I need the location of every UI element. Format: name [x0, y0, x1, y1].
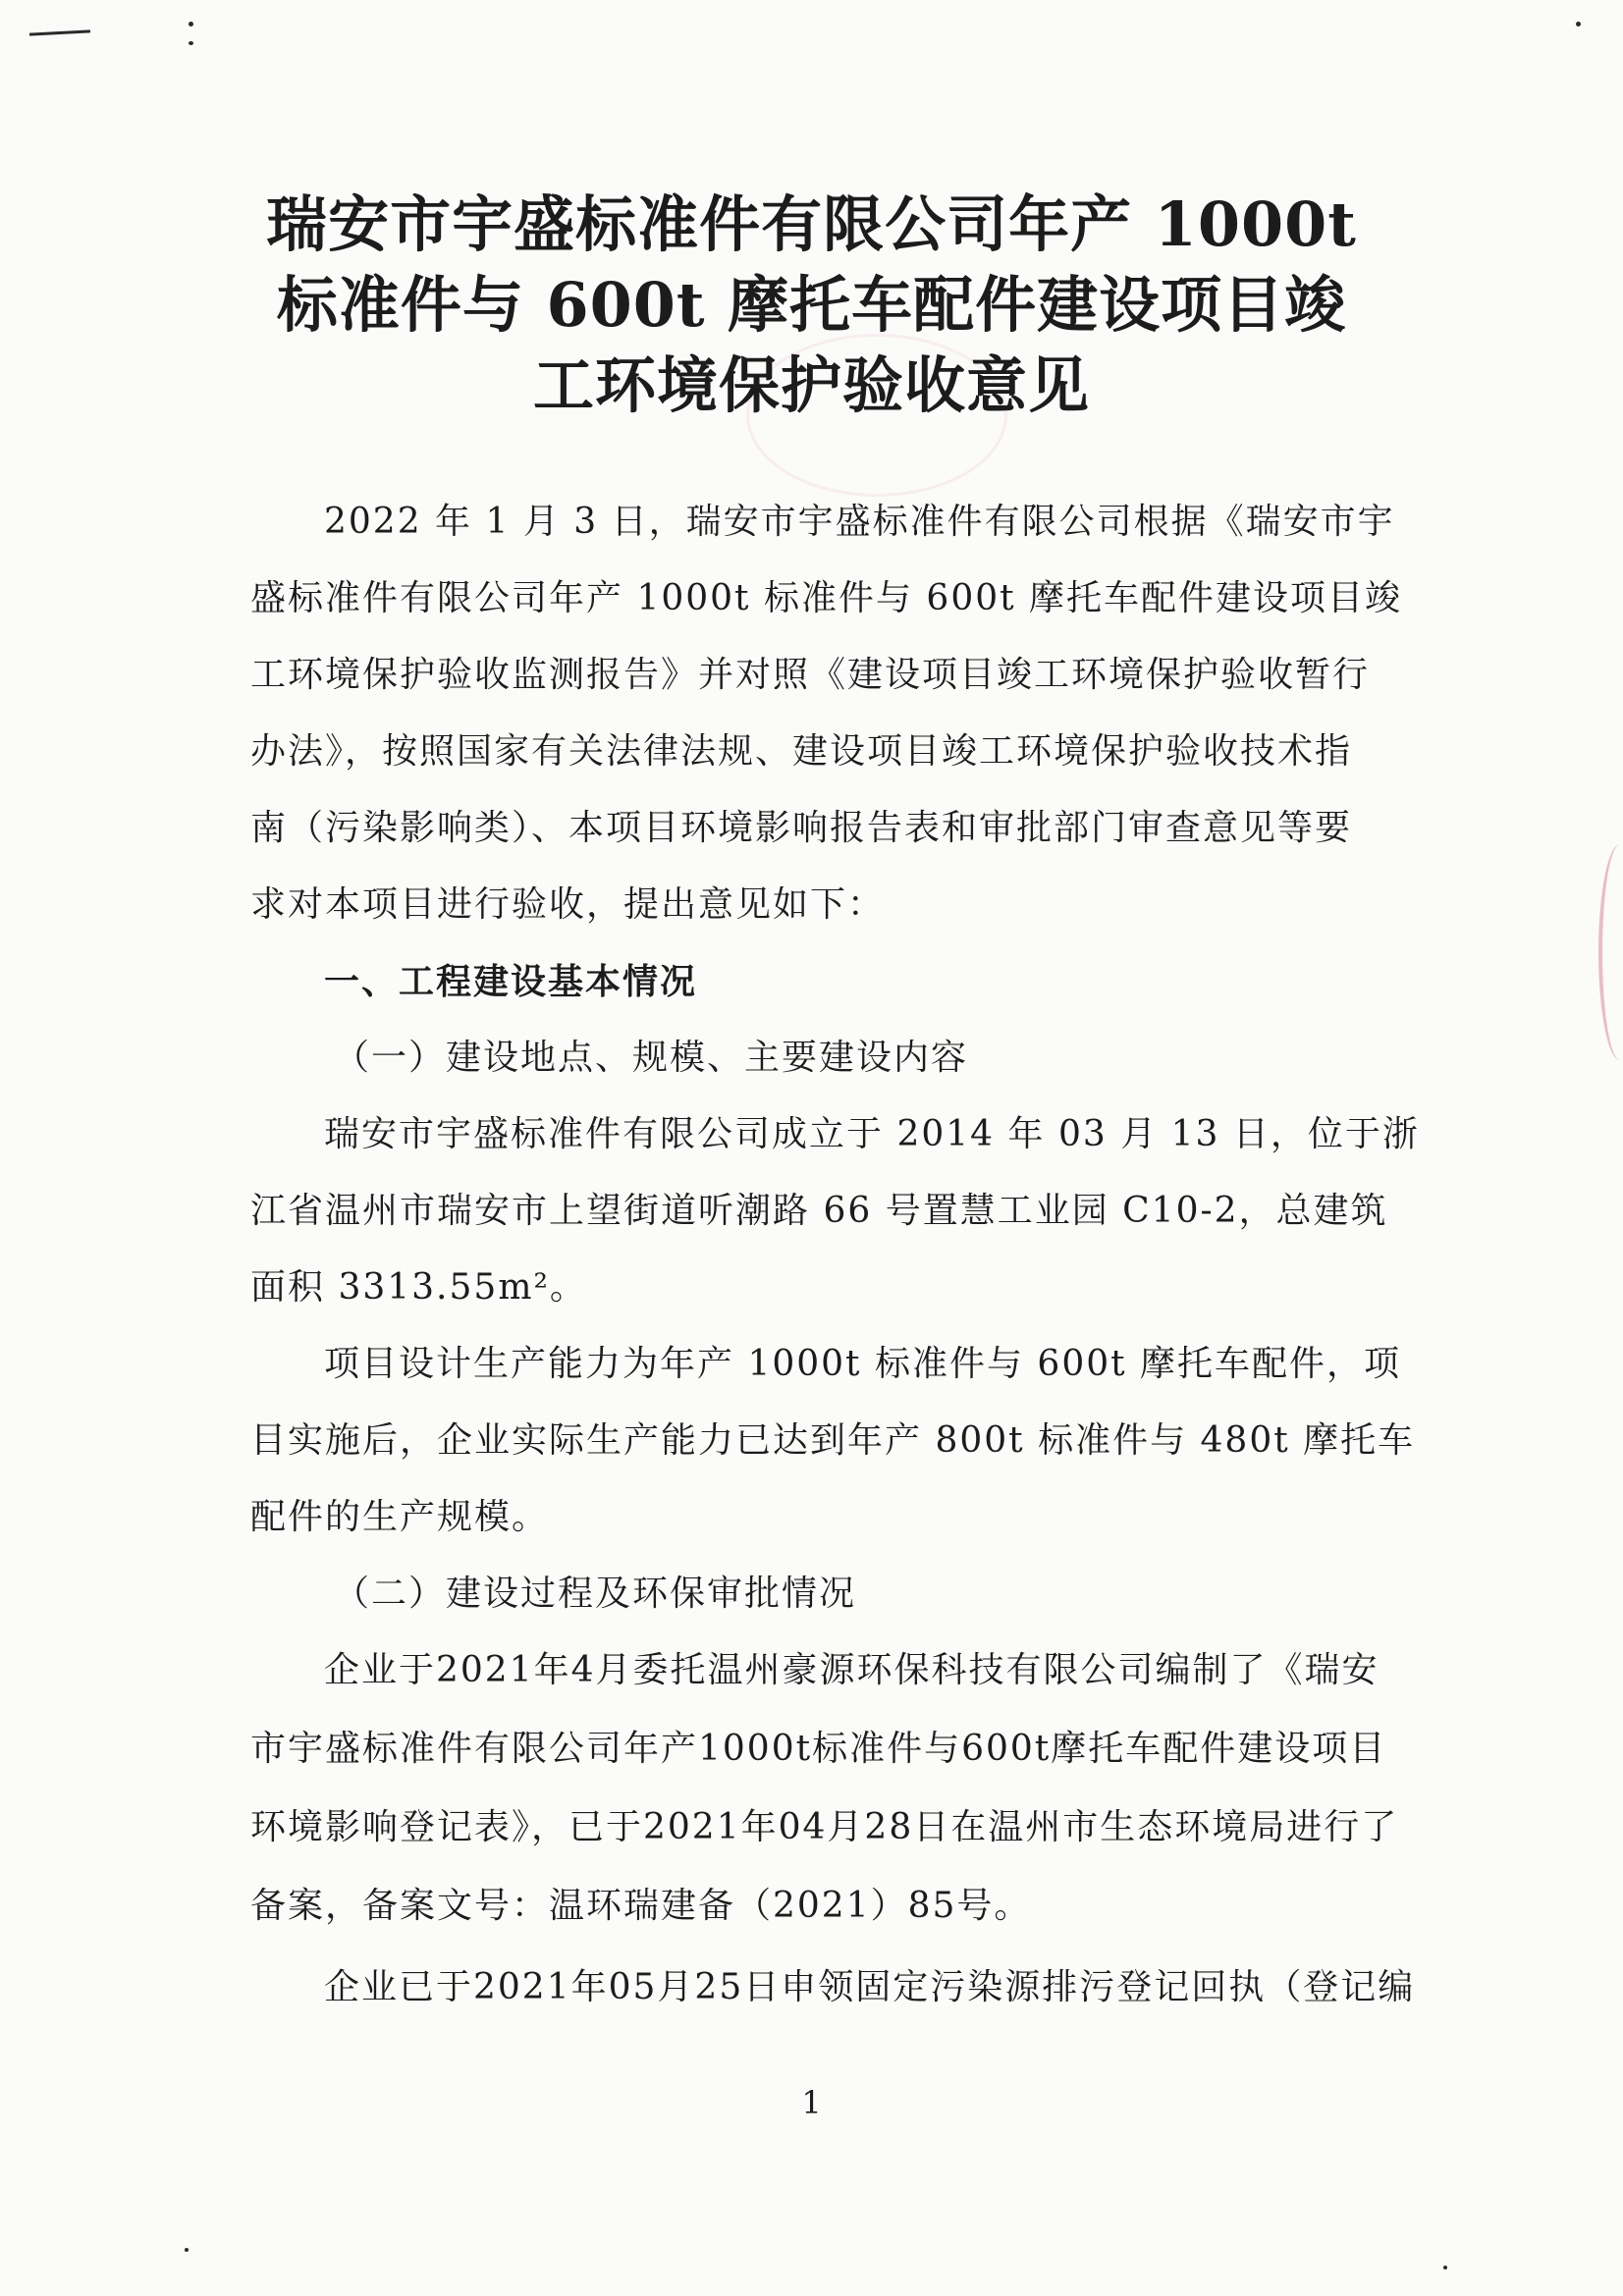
- scan-mark-top-left: [29, 29, 90, 35]
- intro-line: 盛标准件有限公司年产 1000t 标准件与 600t 摩托车配件建设项目竣: [250, 578, 1403, 618]
- edge-seal-stamp: [1598, 844, 1623, 1060]
- page-number: 1: [801, 2084, 822, 2121]
- paragraph-line: 企业已于2021年05月25日申领固定污染源排污登记回执（登记编: [324, 1967, 1416, 2007]
- paragraph-line: 环境影响登记表》，已于2021年04月28日在温州市生态环境局进行了: [250, 1807, 1399, 1847]
- subsection-heading: （二）建设过程及环保审批情况: [334, 1574, 857, 1614]
- paragraph-line: 瑞安市宇盛标准件有限公司成立于 2014 年 03 月 13 日，位于浙: [324, 1114, 1420, 1154]
- paragraph-line: 面积 3313.55m²。: [250, 1267, 587, 1308]
- scan-dot: [1576, 22, 1581, 27]
- paragraph-line: 备案，备案文号：温环瑞建备（2021）85号。: [250, 1886, 1032, 1926]
- intro-line: 南（污染影响类）、本项目环境影响报告表和审批部门审查意见等要: [250, 808, 1353, 848]
- paragraph-line: 配件的生产规模。: [250, 1497, 550, 1537]
- title-line: 标准件与 600t 摩托车配件建设项目竣: [276, 269, 1347, 341]
- title-line: 瑞安市宇盛标准件有限公司年产 1000t: [266, 188, 1357, 260]
- intro-line: 工环境保护验收监测报告》并对照《建设项目竣工环境保护验收暂行: [250, 655, 1371, 695]
- paragraph-line: 江省温州市瑞安市上望街道听潮路 66 号置慧工业园 C10-2，总建筑: [250, 1191, 1388, 1231]
- intro-line: 求对本项目进行验收，提出意见如下：: [250, 884, 886, 925]
- scan-dot: [185, 2248, 189, 2252]
- paragraph-line: 目实施后，企业实际生产能力已达到年产 800t 标准件与 480t 摩托车: [250, 1420, 1416, 1461]
- intro-line: 办法》，按照国家有关法律法规、建设项目竣工环境保护验收技术指: [250, 731, 1353, 772]
- section-heading: 一、工程建设基本情况: [324, 961, 698, 1002]
- paragraph-line: 市宇盛标准件有限公司年产1000t标准件与600t摩托车配件建设项目: [250, 1729, 1387, 1769]
- intro-line: 2022 年 1 月 3 日，瑞安市宇盛标准件有限公司根据《瑞安市宇: [324, 502, 1395, 542]
- scan-dot: [189, 22, 193, 27]
- scan-dot: [189, 41, 193, 45]
- document-title: [196, 185, 1427, 426]
- title-line: 工环境保护验收意见: [532, 349, 1090, 421]
- subsection-heading: （一）建设地点、规模、主要建设内容: [334, 1038, 969, 1078]
- paragraph-line: 企业于2021年4月委托温州豪源环保科技有限公司编制了《瑞安: [324, 1650, 1380, 1690]
- paragraph-line: 项目设计生产能力为年产 1000t 标准件与 600t 摩托车配件，项: [324, 1344, 1402, 1384]
- scan-dot: [1443, 2266, 1447, 2269]
